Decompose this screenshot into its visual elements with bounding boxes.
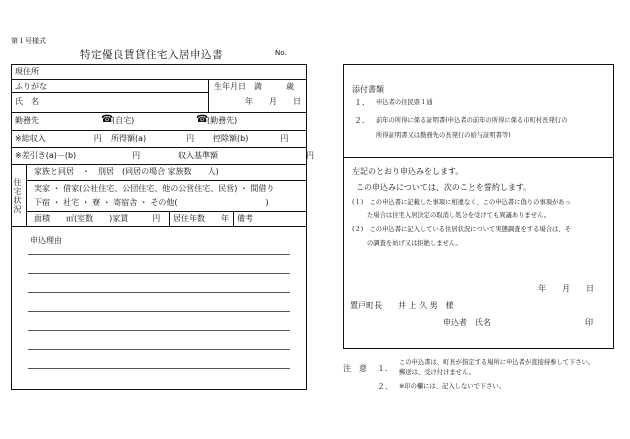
note-1-number: １． (377, 364, 393, 373)
remarks-label: 備考 (237, 214, 253, 223)
attachment-2-line-2: 所得証明書又は勤務先の長発行の給与証明書等) (376, 132, 511, 139)
note-1-line-2: 郵送は、受け付けません。 (399, 369, 475, 376)
note-2: ※印の欄には、記入しないで下さい。 (399, 383, 506, 390)
oath-1-line-2: た場合は住宅入居決定の取消し処分を受けても異議ありません。 (367, 212, 550, 219)
oath-2-line-1: (２) この申込書に記入している住居状況について実態調査をする場合は、そ (352, 226, 571, 233)
furigana-label: ふりがな (15, 82, 47, 91)
phone-icon: ☎ (196, 114, 209, 125)
phone-home-label: (自宅) (112, 116, 135, 125)
oath-1-line-1: (１) この申込書に記載した事項に相違なく、この申込書に偽りの事項があっ (352, 199, 571, 206)
note-1-line-1: この申込書は、町長が指定する場所に申込者が直接持参して下さい。 (399, 359, 595, 366)
oath-2-line-2: の調査を妨げ又は拒絶しません。 (367, 240, 462, 247)
addressee: 置戸町長 井 上 久 男 様 (350, 301, 454, 310)
housing-status-label: 住宅状況 (13, 178, 22, 214)
residence-years: 居住年数 年 (173, 214, 229, 223)
workplace-label: 勤務先 (15, 116, 39, 125)
total-income: ※総収入 円 (15, 134, 102, 143)
income-standard: 収入基準額 円 (178, 151, 314, 160)
house-type-row-1: 実家 ・ 借家(公社住宅、公団住宅、他の公営住宅、民営) ・ 間借り (34, 184, 275, 193)
applicant-name-label: 申込者 氏名 (443, 318, 491, 327)
reason-line (28, 273, 290, 274)
reason-line (28, 292, 290, 293)
house-type-row-2: 下宿 ・ 社宅 ・ 寮 ・ 寄宿舎 ・ その他( ) (34, 198, 269, 207)
application-statement: 左記のとおり申込みをします。 (352, 167, 464, 176)
seal-mark: 印 (585, 318, 593, 327)
birth-label: 生年月日 満 歳 (214, 82, 294, 91)
phone-icon: ☎ (101, 114, 114, 125)
phone-work-label: (勤務先) (207, 116, 238, 125)
name-label: 氏 名 (15, 97, 39, 106)
number-label: No. (275, 49, 287, 57)
oath-statement: この申込みについては、次のことを誓約します。 (356, 183, 532, 192)
reason-line (28, 330, 290, 331)
net-income: ※差引き(a)－(b) 円 (15, 151, 141, 160)
attachment-2-number: ２． (354, 116, 370, 125)
form-number: 第１号様式 (11, 37, 46, 45)
family-row: 家族と同居 ・ 別居 (同居の場合 家族数 人) (34, 167, 219, 176)
attachment-1-number: １． (354, 98, 370, 107)
reason-line (28, 368, 290, 369)
attachments-heading: 添付書類 (352, 85, 384, 94)
notes-label: 注 意 (343, 364, 367, 373)
reason-line (28, 349, 290, 350)
reason-label: 申込理由 (30, 236, 62, 245)
deduction-b: 控除額(b) 円 (213, 134, 289, 143)
address-label: 現住所 (15, 67, 39, 76)
application-date: 年 月 日 (538, 284, 594, 293)
attachment-2-line-1: 前年の所得に係る証明書(申込者の前年の所得に係る市町村長発行の (376, 117, 568, 124)
birth-date-label: 年 月 日 (245, 97, 301, 106)
reason-line (28, 254, 290, 255)
attachment-1: 申込者の住民票１通 (376, 99, 433, 106)
area-rent-row: 面積 ㎡(室数 )家賃 円 (34, 214, 161, 223)
income-a: 所得額(a) 円 (111, 134, 195, 143)
reason-line (28, 311, 290, 312)
note-2-number: ２． (377, 382, 393, 391)
form-title: 特定優良賃貸住宅入居申込書 (80, 49, 223, 61)
